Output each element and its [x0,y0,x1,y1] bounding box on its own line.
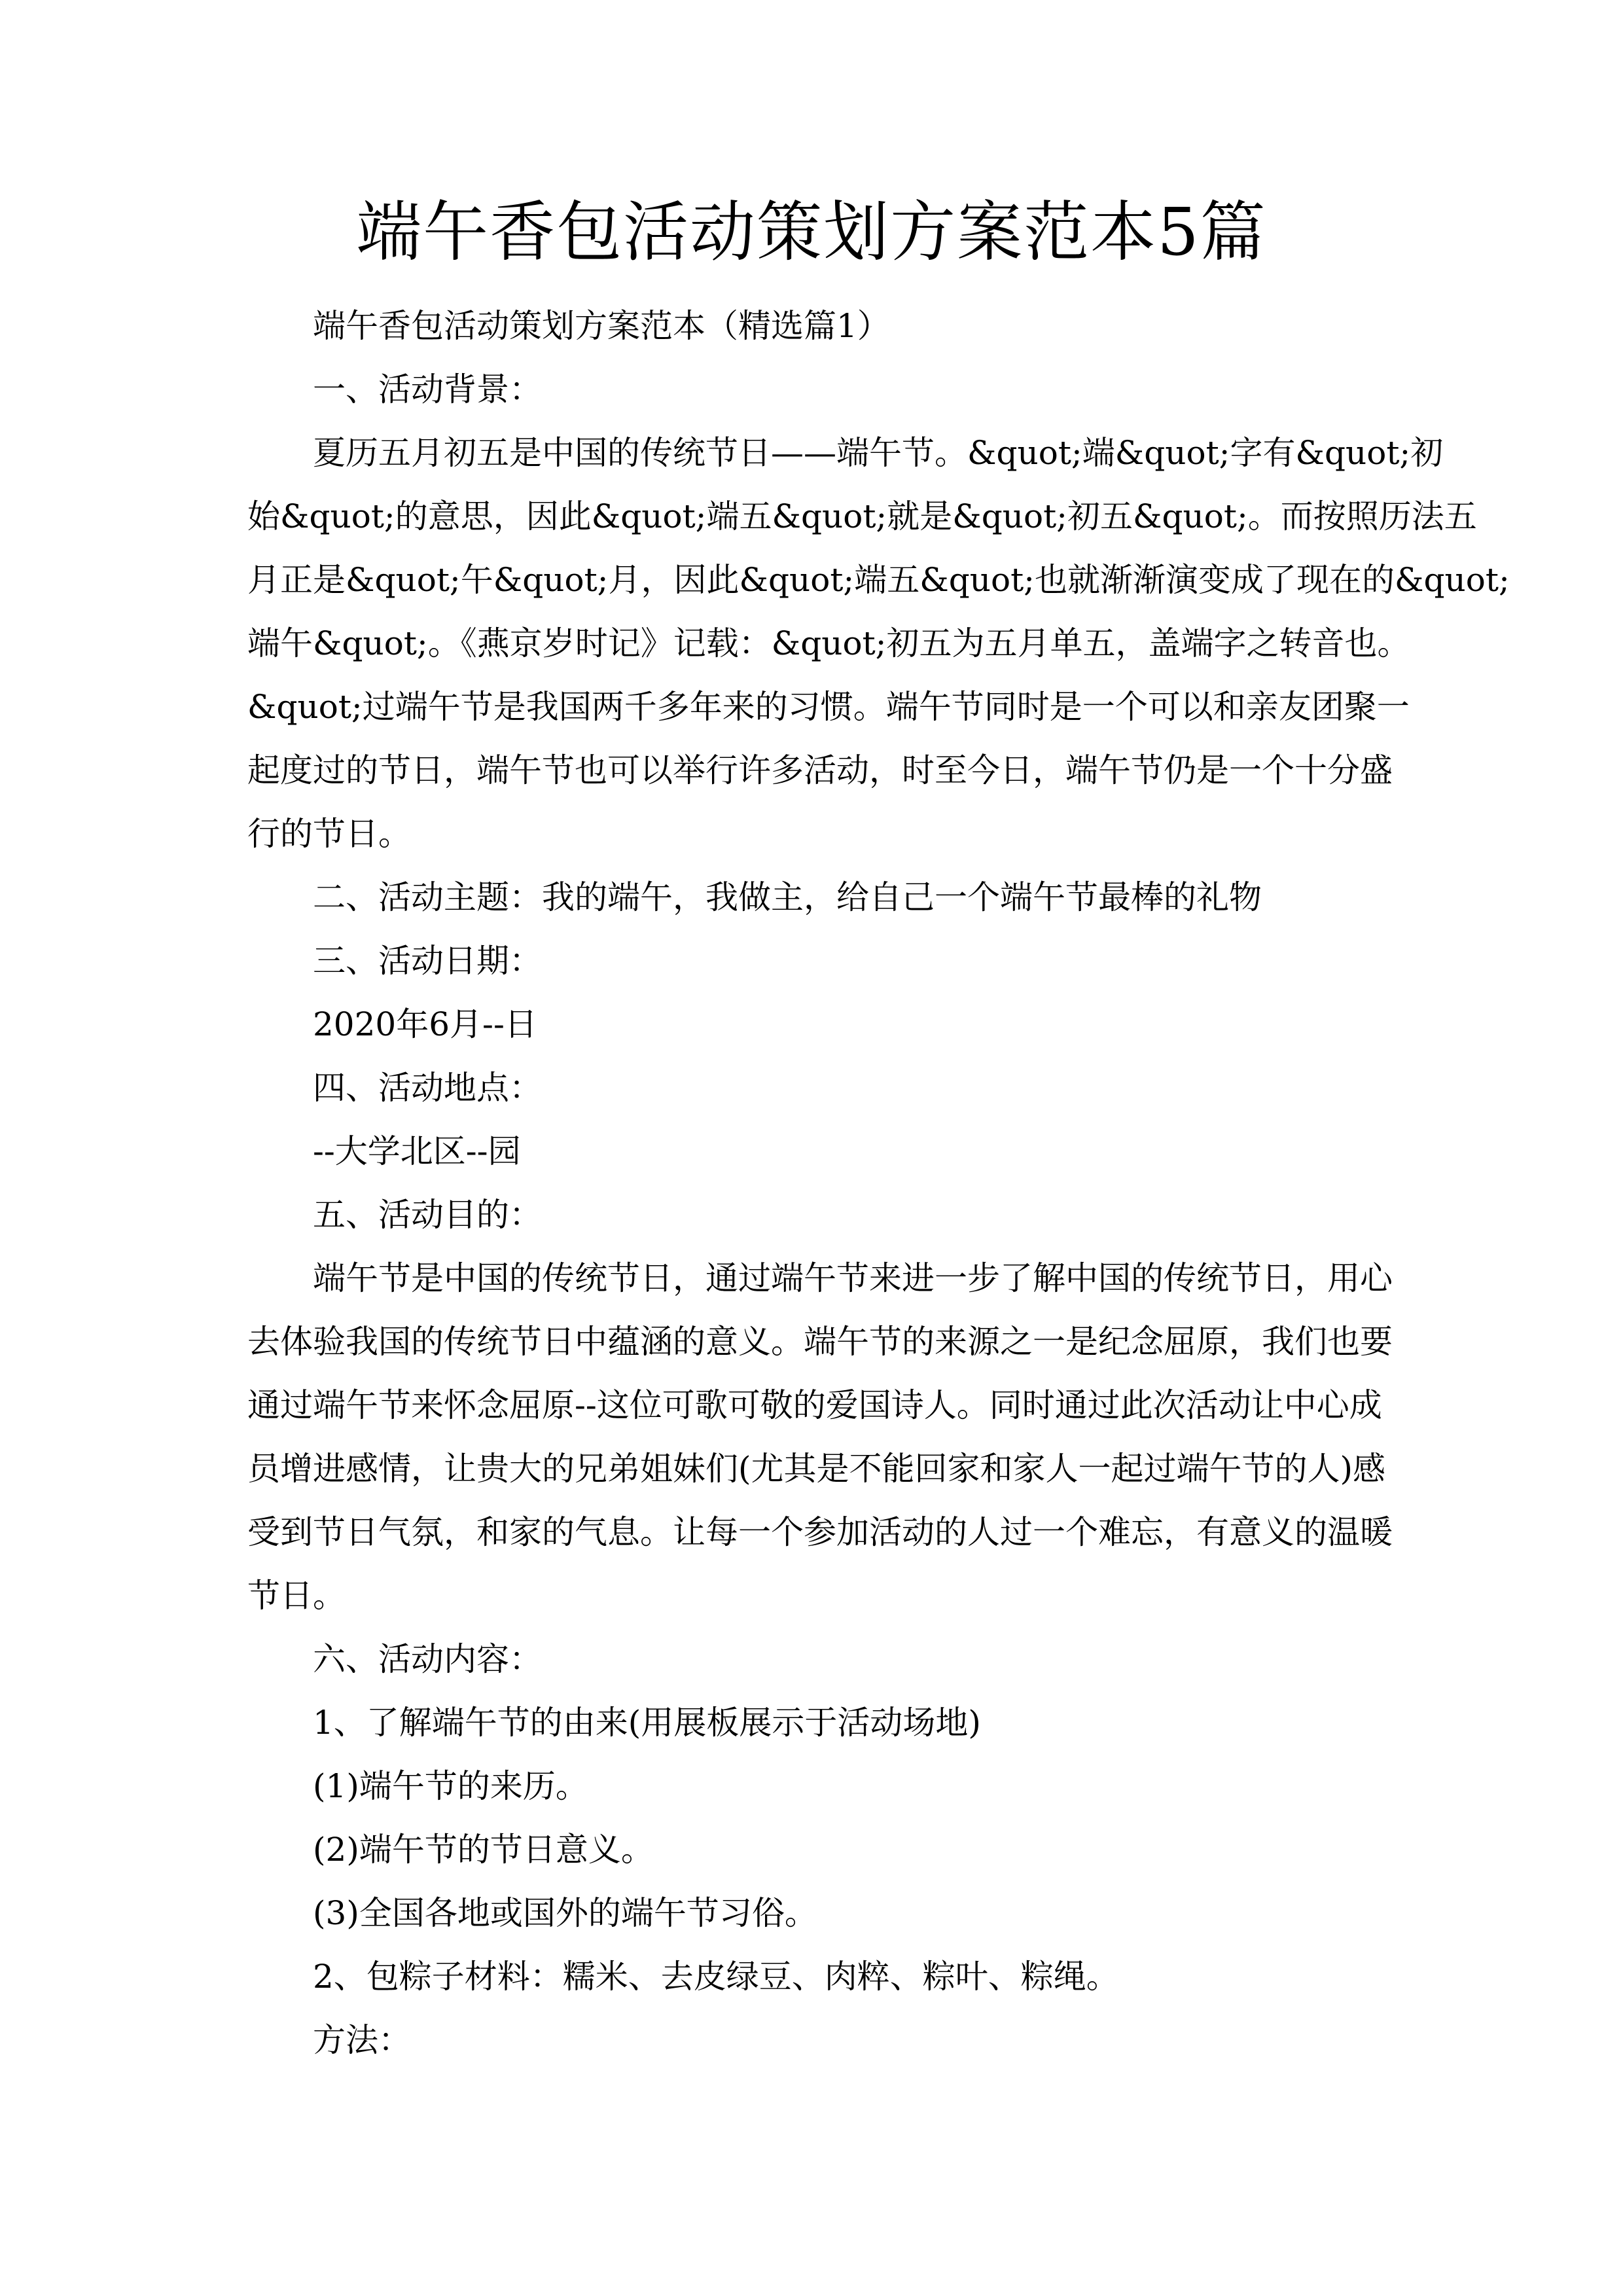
paragraph-line: 节日。 [247,1577,346,1615]
content-item: (3)全国各地或国外的端午节习俗。 [313,1894,817,1932]
paragraph-line: 夏历五月初五是中国的传统节日——端午节。&quot;端&quot;字有&quot;初 [313,434,1444,472]
activity-date-value: 2020年6月--日 [313,1005,537,1043]
paragraph-line: 端午&quot;。《燕京岁时记》记载：&quot;初五为五月单五，盖端字之转音也。 [247,624,1410,662]
content-item: 方法： [313,2021,411,2059]
content-item: 2、包粽子材料：糯米、去皮绿豆、肉粹、粽叶、粽绳。 [313,1958,1119,1996]
section-heading-theme: 二、活动主题：我的端午，我做主，给自己一个端午节最棒的礼物 [313,878,1262,916]
paragraph-line: 去体验我国的传统节日中蕴涵的意义。端午节的来源之一是纪念屈原，我们也要 [247,1323,1393,1361]
activity-location-value: --大学北区--园 [313,1132,521,1170]
section-heading-purpose: 五、活动目的： [313,1196,542,1234]
section-heading-background: 一、活动背景： [313,370,542,408]
section-heading-location: 四、活动地点： [313,1069,542,1107]
section-heading-content: 六、活动内容： [313,1640,542,1678]
paragraph-line: 起度过的节日，端午节也可以举行许多活动，时至今日，端午节仍是一个十分盛 [247,751,1393,789]
content-item: (1)端午节的来历。 [313,1767,588,1805]
paragraph-line: &quot;过端午节是我国两千多年来的习惯。端午节同时是一个可以和亲友团聚一 [247,688,1410,726]
paragraph-line: 行的节日。 [247,815,411,853]
document-body [247,295,1510,2072]
paragraph-line: 端午节是中国的传统节日，通过端午节来进一步了解中国的传统节日，用心 [313,1259,1393,1297]
paragraph-purpose [247,1247,1394,1628]
content-item: 1、了解端午节的由来(用展板展示于活动场地) [313,1704,981,1742]
paragraph-line: 月正是&quot;午&quot;月，因此&quot;端五&quot;也就渐渐演变成了现在的&quot; [247,561,1510,599]
paragraph-line: 员增进感情，让贵大的兄弟姐妹们(尤其是不能回家和家人一起过端午节的人)感 [247,1450,1386,1488]
document-title: 端午香包活动策划方案范本5篇 [356,194,1267,270]
paragraph-line: 受到节日气氛，和家的气息。让每一个参加活动的人过一个难忘，有意义的温暖 [247,1513,1393,1551]
subtitle: 端午香包活动策划方案范本（精选篇1） [313,307,890,345]
content-item: (2)端午节的节日意义。 [313,1831,654,1869]
paragraph-line: 通过端午节来怀念屈原--这位可歌可敬的爱国诗人。同时通过此次活动让中心成 [247,1386,1382,1424]
paragraph-background [247,422,1510,866]
paragraph-line: 始&quot;的意思，因此&quot;端五&quot;就是&quot;初五&quot;。而按照历法五 [247,497,1477,535]
section-heading-date: 三、活动日期： [313,942,542,980]
